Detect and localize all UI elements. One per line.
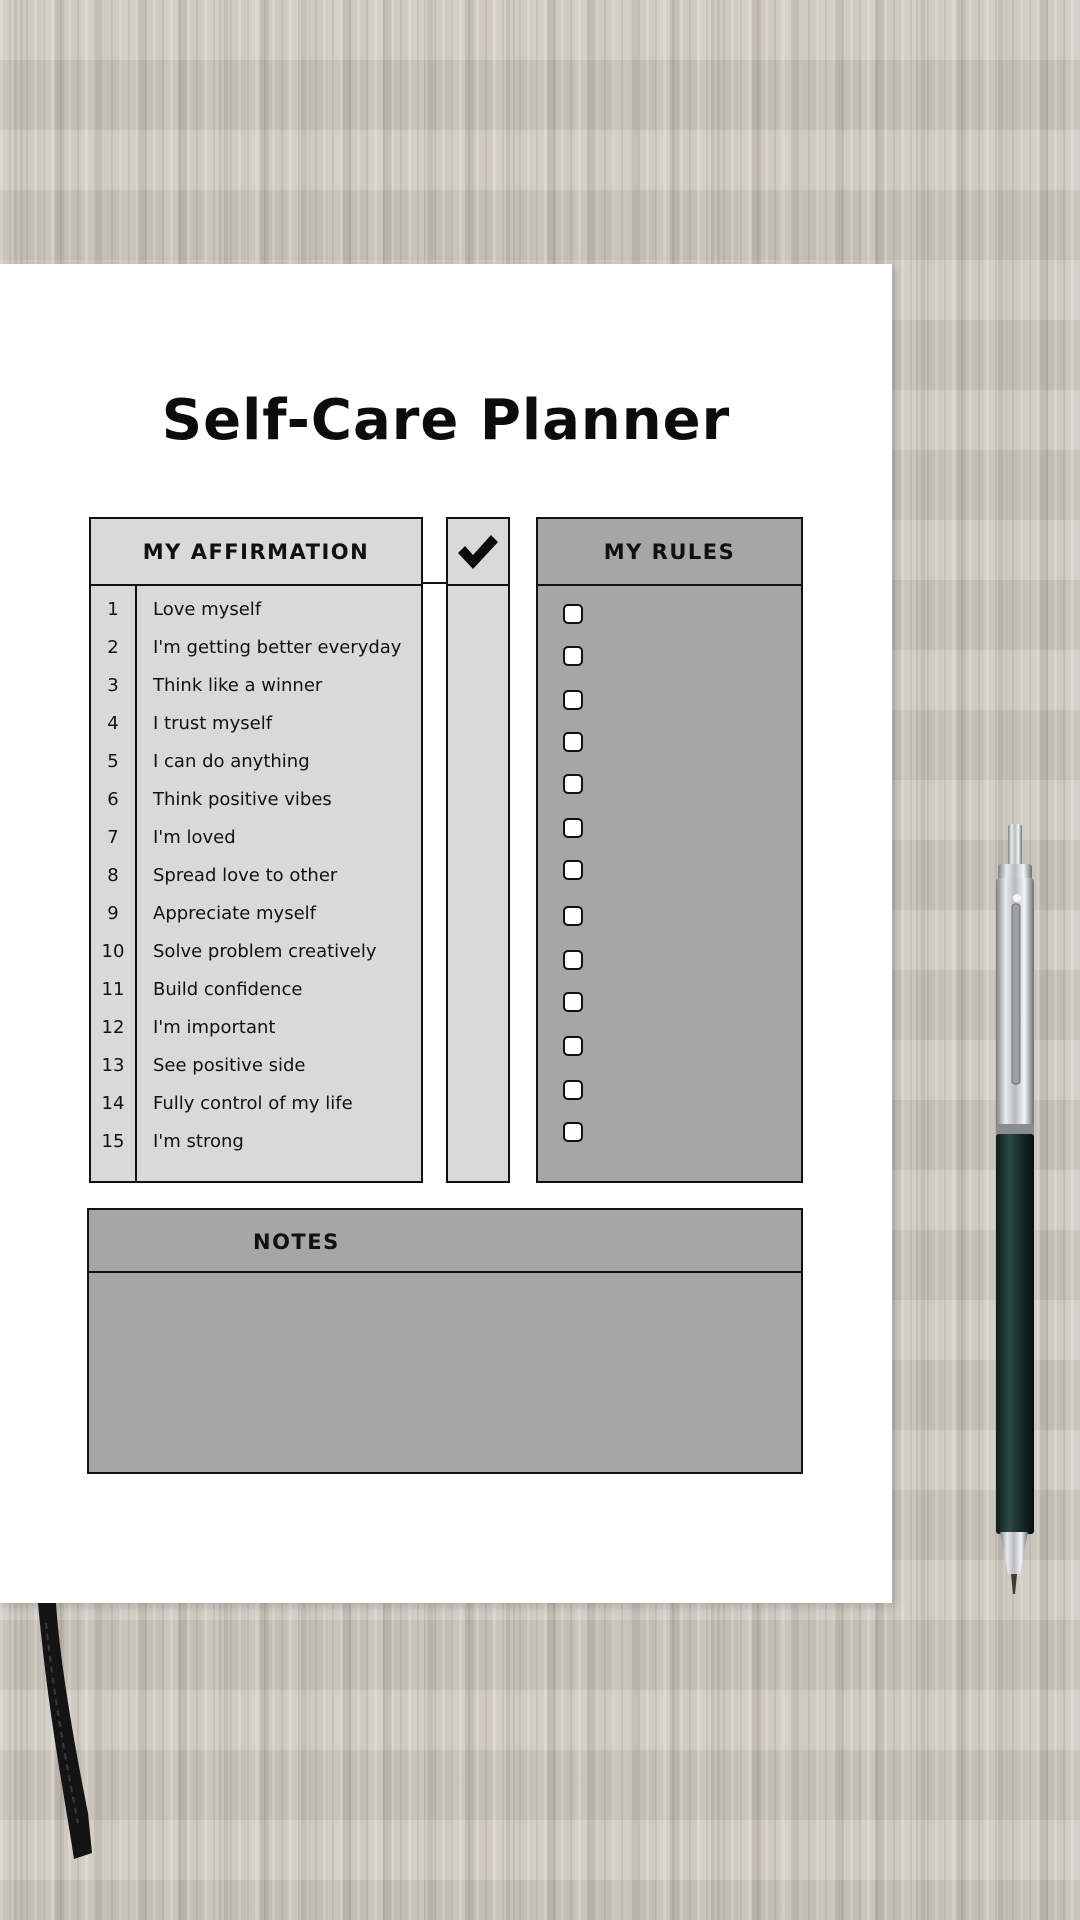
affirmation-number: 6: [107, 788, 119, 810]
affirmation-number: 15: [101, 1130, 125, 1152]
planner-page: [0, 264, 892, 1603]
rule-checkbox[interactable]: [563, 646, 583, 666]
affirmation-text: I'm getting better everyday: [153, 636, 402, 658]
check-header: [448, 519, 508, 586]
affirmation-row: [91, 780, 421, 818]
notes-section: [87, 1208, 803, 1474]
rule-checkbox[interactable]: [563, 732, 583, 752]
rule-checkbox[interactable]: [563, 1036, 583, 1056]
pen-icon: [990, 824, 1038, 1594]
check-column: [446, 517, 510, 1183]
affirmation-number: 9: [107, 902, 119, 924]
affirmation-row: [91, 1084, 421, 1122]
affirmation-number: 4: [107, 712, 119, 734]
affirmation-number: 2: [107, 636, 119, 658]
affirmation-row: [91, 742, 421, 780]
affirmation-text: Appreciate myself: [153, 902, 317, 924]
affirmation-header: MY AFFIRMATION: [91, 519, 421, 586]
affirmation-number: 3: [107, 674, 119, 696]
rule-checkbox[interactable]: [563, 992, 583, 1012]
affirmation-text: Think like a winner: [153, 674, 323, 696]
affirmation-number: 7: [107, 826, 119, 848]
affirmation-row: [91, 932, 421, 970]
notes-header: [89, 1210, 801, 1273]
rule-checkbox[interactable]: [563, 690, 583, 710]
affirmation-row: [91, 590, 421, 628]
affirmation-number: 13: [101, 1054, 125, 1076]
affirmation-number: 10: [101, 940, 125, 962]
rule-checkbox[interactable]: [563, 604, 583, 624]
affirmation-row: [91, 1046, 421, 1084]
affirmation-text: I trust myself: [153, 712, 273, 734]
affirmation-row: [91, 666, 421, 704]
affirmation-number: 14: [101, 1092, 125, 1114]
affirmation-text: I'm strong: [153, 1130, 244, 1152]
affirmation-text: I can do anything: [153, 750, 310, 772]
rule-checkbox[interactable]: [563, 950, 583, 970]
affirmation-table: [89, 517, 423, 1183]
notes-label: NOTES: [253, 1229, 340, 1254]
affirmation-row: [91, 704, 421, 742]
rule-checkbox[interactable]: [563, 860, 583, 880]
affirmation-row: [91, 628, 421, 666]
affirmation-text: See positive side: [153, 1054, 306, 1076]
affirmation-number: 12: [101, 1016, 125, 1038]
affirmation-row: [91, 856, 421, 894]
bookmark-ribbon: [34, 1603, 104, 1863]
affirmation-row: [91, 1008, 421, 1046]
rule-checkbox[interactable]: [563, 1080, 583, 1100]
affirmation-row: [91, 970, 421, 1008]
affirmation-number: 5: [107, 750, 119, 772]
affirmation-text: Build confidence: [153, 978, 303, 1000]
affirmation-text: Love myself: [153, 598, 262, 620]
page-title: Self-Care Planner: [161, 388, 731, 453]
rule-checkbox[interactable]: [563, 1122, 583, 1142]
affirmation-text: Fully control of my life: [153, 1092, 353, 1114]
header-connector-line: [423, 582, 446, 584]
affirmation-row: [91, 818, 421, 856]
affirmation-text: Solve problem creatively: [153, 940, 377, 962]
rule-checkbox[interactable]: [563, 774, 583, 794]
affirmation-row: [91, 1122, 421, 1160]
affirmation-text: Spread love to other: [153, 864, 338, 886]
rule-checkbox[interactable]: [563, 818, 583, 838]
affirmation-number: 8: [107, 864, 119, 886]
affirmation-number: 11: [101, 978, 125, 1000]
rules-header: MY RULES: [538, 519, 801, 586]
affirmation-text: Think positive vibes: [153, 788, 332, 810]
affirmation-number: 1: [107, 598, 119, 620]
affirmation-row: [91, 894, 421, 932]
rule-checkbox[interactable]: [563, 906, 583, 926]
checkmark-icon: [455, 532, 501, 572]
affirmation-text: I'm important: [153, 1016, 276, 1038]
affirmation-text: I'm loved: [153, 826, 236, 848]
rules-table: [536, 517, 803, 1183]
